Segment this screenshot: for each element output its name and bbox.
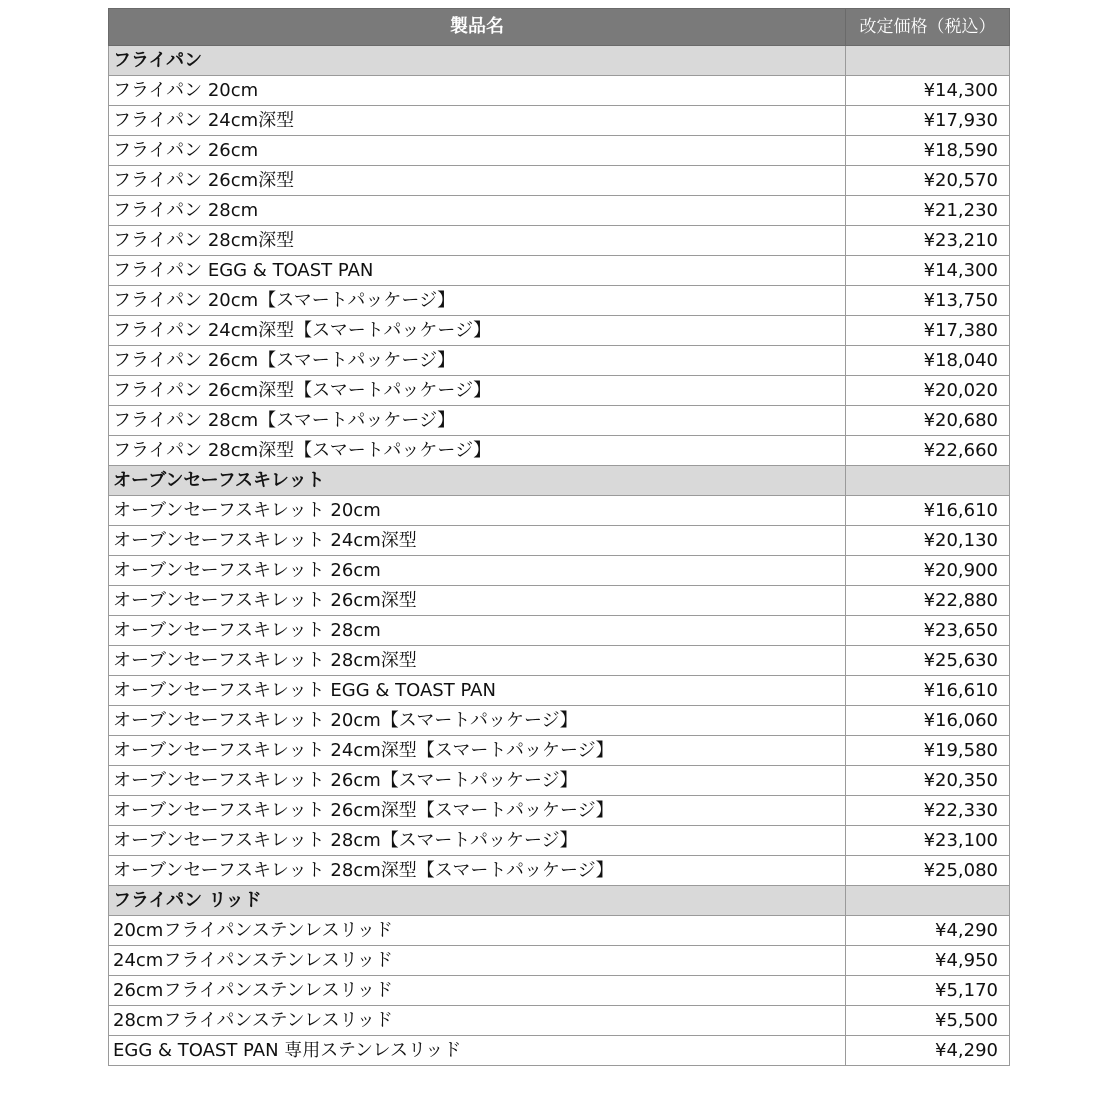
product-name-cell: オーブンセーフスキレット 24cm深型【スマートパッケージ】 [109,736,846,766]
product-name-cell: フライパン 24cm深型【スマートパッケージ】 [109,316,846,346]
price-cell: ¥16,060 [846,706,1010,736]
table-row [109,496,1010,526]
product-name-cell: フライパン 20cm [109,76,846,106]
table-row [109,736,1010,766]
product-name-cell: オーブンセーフスキレット 28cm【スマートパッケージ】 [109,826,846,856]
product-name-cell: EGG & TOAST PAN 専用ステンレスリッド [109,1036,846,1066]
price-cell: ¥4,950 [846,946,1010,976]
table-row [109,526,1010,556]
table-row [109,1036,1010,1066]
product-name-cell: オーブンセーフスキレット 26cm【スマートパッケージ】 [109,766,846,796]
price-cell: ¥23,100 [846,826,1010,856]
price-cell: ¥17,380 [846,316,1010,346]
table-row [109,436,1010,466]
product-name-cell: フライパン 26cm深型 [109,166,846,196]
product-name-cell: 28cmフライパンステンレスリッド [109,1006,846,1036]
product-name-cell: オーブンセーフスキレット 26cm [109,556,846,586]
product-name-cell: フライパン 28cm [109,196,846,226]
product-name-cell: 20cmフライパンステンレスリッド [109,916,846,946]
price-cell: ¥25,630 [846,646,1010,676]
table-row [109,916,1010,946]
header-product-name: 製品名 [109,9,846,46]
product-name-cell: オーブンセーフスキレット EGG & TOAST PAN [109,676,846,706]
table-body [109,46,1010,1066]
price-cell: ¥18,590 [846,136,1010,166]
table-row [109,706,1010,736]
product-name-cell: オーブンセーフスキレット 28cm深型 [109,646,846,676]
section-price-empty [846,46,1010,76]
product-name-cell: フライパン 28cm深型【スマートパッケージ】 [109,436,846,466]
table-row [109,346,1010,376]
table-row [109,826,1010,856]
section-price-empty [846,886,1010,916]
section-title: フライパン リッド [109,886,846,916]
product-name-cell: フライパン 24cm深型 [109,106,846,136]
product-name-cell: オーブンセーフスキレット 20cm【スマートパッケージ】 [109,706,846,736]
table-row [109,106,1010,136]
price-cell: ¥20,900 [846,556,1010,586]
table-row [109,616,1010,646]
table-row [109,946,1010,976]
product-name-cell: フライパン 26cm深型【スマートパッケージ】 [109,376,846,406]
table-row [109,646,1010,676]
table-row [109,166,1010,196]
table-row [109,796,1010,826]
price-cell: ¥18,040 [846,346,1010,376]
price-cell: ¥16,610 [846,676,1010,706]
product-name-cell: フライパン 28cm【スマートパッケージ】 [109,406,846,436]
product-name-cell: オーブンセーフスキレット 26cm深型 [109,586,846,616]
price-cell: ¥16,610 [846,496,1010,526]
table-row [109,406,1010,436]
table-row [109,676,1010,706]
product-name-cell: オーブンセーフスキレット 26cm深型【スマートパッケージ】 [109,796,846,826]
table-row [109,376,1010,406]
product-name-cell: オーブンセーフスキレット 20cm [109,496,846,526]
price-cell: ¥20,130 [846,526,1010,556]
price-cell: ¥20,020 [846,376,1010,406]
table-row [109,976,1010,1006]
table-row [109,556,1010,586]
price-cell: ¥25,080 [846,856,1010,886]
price-cell: ¥20,570 [846,166,1010,196]
table-row [109,256,1010,286]
table-row [109,856,1010,886]
table-row [109,136,1010,166]
section-title: フライパン [109,46,846,76]
table-row [109,286,1010,316]
table-header-row [109,9,1010,46]
price-cell: ¥14,300 [846,256,1010,286]
section-title: オーブンセーフスキレット [109,466,846,496]
price-cell: ¥4,290 [846,1036,1010,1066]
section-header-row [109,46,1010,76]
price-cell: ¥4,290 [846,916,1010,946]
section-price-empty [846,466,1010,496]
table-row [109,586,1010,616]
table-row [109,766,1010,796]
product-name-cell: フライパン 26cm【スマートパッケージ】 [109,346,846,376]
product-name-cell: フライパン 28cm深型 [109,226,846,256]
price-cell: ¥22,880 [846,586,1010,616]
table-row [109,196,1010,226]
price-cell: ¥17,930 [846,106,1010,136]
price-cell: ¥20,680 [846,406,1010,436]
product-name-cell: フライパン EGG & TOAST PAN [109,256,846,286]
section-header-row [109,466,1010,496]
price-cell: ¥22,330 [846,796,1010,826]
product-name-cell: フライパン 26cm [109,136,846,166]
table-row [109,1006,1010,1036]
price-table [108,8,1010,1066]
product-name-cell: オーブンセーフスキレット 28cm深型【スマートパッケージ】 [109,856,846,886]
price-cell: ¥22,660 [846,436,1010,466]
price-cell: ¥19,580 [846,736,1010,766]
table-row [109,226,1010,256]
product-name-cell: オーブンセーフスキレット 28cm [109,616,846,646]
price-cell: ¥5,170 [846,976,1010,1006]
product-name-cell: フライパン 20cm【スマートパッケージ】 [109,286,846,316]
section-header-row [109,886,1010,916]
header-revised-price: 改定価格（税込） [846,9,1010,46]
product-name-cell: 24cmフライパンステンレスリッド [109,946,846,976]
price-cell: ¥23,210 [846,226,1010,256]
price-cell: ¥5,500 [846,1006,1010,1036]
price-cell: ¥14,300 [846,76,1010,106]
price-cell: ¥23,650 [846,616,1010,646]
product-name-cell: 26cmフライパンステンレスリッド [109,976,846,1006]
price-cell: ¥13,750 [846,286,1010,316]
table-row [109,316,1010,346]
price-cell: ¥21,230 [846,196,1010,226]
table-row [109,76,1010,106]
product-name-cell: オーブンセーフスキレット 24cm深型 [109,526,846,556]
price-cell: ¥20,350 [846,766,1010,796]
